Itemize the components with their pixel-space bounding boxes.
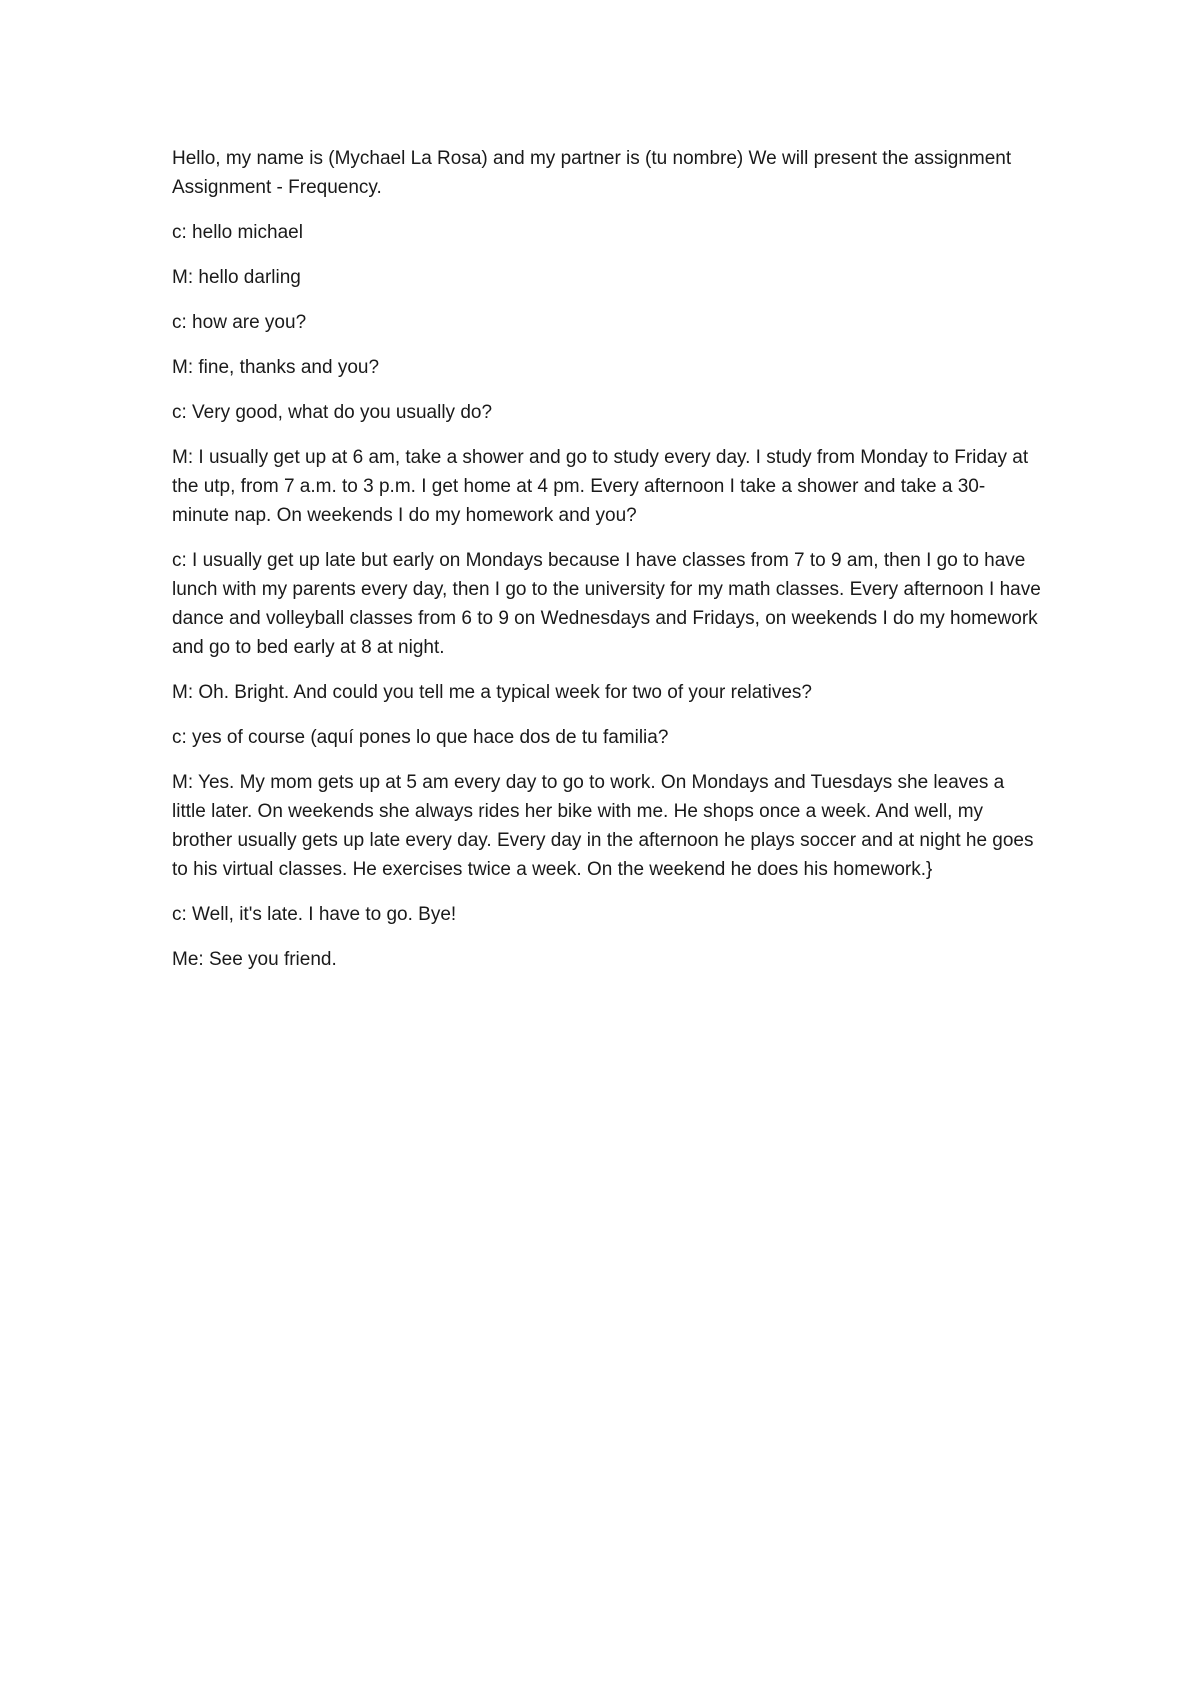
- dialogue-line: c: how are you?: [172, 312, 307, 333]
- dialogue-line: c: Well, it's late. I have to go. Bye!: [172, 904, 457, 925]
- intro-paragraph: Hello, my name is (Mychael La Rosa) and my partner is (tu nombre) We will present the assignment Assignment - Frequency.: [172, 148, 1012, 198]
- dialogue-line: Me: See you friend.: [172, 949, 337, 970]
- dialogue-line: M: Yes. My mom gets up at 5 am every day to go to work. On Mondays and Tuesdays she leaves a little later. On weekends she always rides her bike with me. He shops once a week. And well, my brother usually gets up late every day. Every day in the afternoon he plays soccer and at night he goes to his virtual classes. He exercises twice a week. On the weekend he does his homework.}: [172, 772, 1034, 880]
- dialogue-line: c: yes of course (aquí pones lo que hace dos de tu familia?: [172, 727, 669, 748]
- dialogue-line: M: Oh. Bright. And could you tell me a typical week for two of your relatives?: [172, 682, 812, 703]
- dialogue-line: M: fine, thanks and you?: [172, 357, 380, 378]
- dialogue-line: M: hello darling: [172, 267, 301, 288]
- dialogue-line: c: I usually get up late but early on Mondays because I have classes from 7 to 9 am, then I go to have lunch with my parents every day, then I go to the university for my math classes. Every afternoon I have dance and volleyball classes from 6 to 9 on Wednesdays and Fridays, on weekends I do my homework and go to bed early at 8 at night.: [172, 550, 1041, 658]
- dialogue-line: M: I usually get up at 6 am, take a shower and go to study every day. I study from Monday to Friday at the utp, from 7 a.m. to 3 p.m. I get home at 4 pm. Every afternoon I take a shower and take a 30-minute nap. On weekends I do my homework and you?: [172, 447, 1029, 526]
- dialogue-line: c: Very good, what do you usually do?: [172, 402, 493, 423]
- document-body: [172, 144, 1042, 990]
- dialogue-line: c: hello michael: [172, 222, 303, 243]
